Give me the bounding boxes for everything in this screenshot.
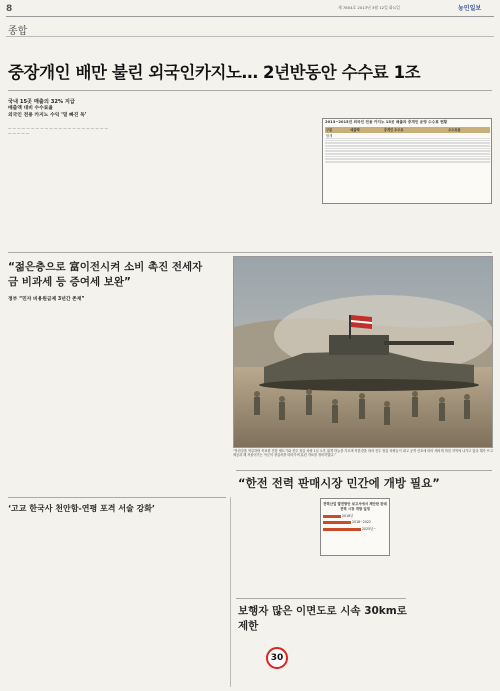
- schedule-row: 2016년: [323, 513, 387, 518]
- quote-headline: “젊은층으로 富이전시켜 소비 촉진 전세자금 비과세 등 증여세 보완”: [8, 261, 203, 288]
- article3-headline: ‘고교 한국사 천안함-연평 포격 서술 강화’: [8, 504, 155, 513]
- article3-col-1: [8, 520, 78, 686]
- paper-name: 농민일보: [458, 5, 482, 12]
- lead-col-3: [220, 98, 316, 250]
- speed-limit-sign: 30: [266, 647, 288, 669]
- table-title: 2013~2015년 외국인 전용 카지노 15곳 매출과 중개인 운영 수수료 현황: [325, 120, 448, 124]
- quote-sub: 정부 “민자 비용원금제 3년간 존재”: [8, 297, 85, 302]
- quote-col-3: [160, 306, 228, 491]
- schedule-bar: [323, 528, 361, 531]
- col-header: 수수료율: [447, 127, 490, 133]
- lead-headline: 중장개인 배만 불린 외국인카지노… 2년반동안 수수료 1조: [8, 63, 421, 82]
- article2-col-3: [396, 496, 492, 596]
- headline-divider: [8, 90, 492, 91]
- col-header: 중개인 수수료: [383, 127, 447, 133]
- schedule-row: 2025년~: [323, 526, 387, 531]
- quote-col-1: [8, 306, 80, 491]
- article3-col-2: [82, 520, 152, 686]
- col-header: 매출액: [349, 127, 383, 133]
- table-cell: [325, 161, 349, 163]
- table-cell: [349, 161, 383, 163]
- article2-col-1: [238, 496, 316, 596]
- fee-table-box: [322, 118, 492, 204]
- schedule-bar: [323, 521, 351, 524]
- quote-col-2: [84, 306, 156, 491]
- fee-table: [325, 127, 490, 163]
- table-row: [325, 161, 490, 163]
- table-cell: [383, 161, 447, 163]
- schedule-row: 2018~2022: [323, 520, 387, 524]
- schedule-title: 전력산업 발전방안 보고서에서 제안한 판매 전력 시장 개방 일정: [323, 502, 387, 511]
- lead-col-5: [410, 208, 492, 250]
- tank-photo-illustration: [234, 257, 493, 448]
- article4-col-2: [412, 600, 492, 686]
- news-photo: [233, 256, 493, 448]
- lead-sub-1: 매출액 대비 수수료율: [8, 106, 54, 111]
- lead-deck: 국내 15곳 매출의 32% 지급: [8, 99, 75, 105]
- schedule-box: [320, 498, 390, 556]
- lead-col-4: [322, 208, 404, 250]
- article4-rule: [236, 598, 406, 599]
- schedule-bar: [323, 515, 341, 518]
- article3-col-3: [156, 520, 226, 686]
- lead-sub-2: 외국인 전용 카지노 수익 ‘밑 빠진 독’: [8, 113, 87, 118]
- article4-headline: 보행자 많은 이면도로 시속 30km로 제한: [238, 605, 407, 632]
- table-cell: 합계: [325, 133, 349, 139]
- article4-col-1: [312, 622, 408, 686]
- lead-col-2: [114, 98, 214, 250]
- photo-caption: “북한강을 역류하며 목표를 전한 제트기와 전투 장갑 차량 1일 오후 밟게 하늘을 가르며 북한강을 따라 전투 장갑 차량들이 최고 공격 신호에 따라 세차게 하천 지역에 나가고 있다 해가 뜨고 제공과 해 저물어가는 아군의 장갑차를 따라가며 훈련 자료를 정비하였다.”: [233, 449, 493, 458]
- top-divider: [6, 16, 494, 17]
- issue-info: 제 7854호 2013년 3월 12일 화요일: [338, 5, 400, 10]
- section-divider: [6, 36, 494, 37]
- page-number: 8: [6, 4, 13, 14]
- article2-rule: [236, 470, 492, 471]
- table-cell: [447, 161, 490, 163]
- speed-sign-area: [238, 633, 308, 691]
- col-header: 구분: [325, 127, 349, 133]
- lead-col-1: — — — — — — — — — — — — — — — — — — — — — — — — — — —: [8, 126, 108, 135]
- article2-headline: “한전 전력 판매시장 민간에 개방 필요”: [238, 476, 440, 490]
- article2-col-2: [320, 560, 390, 596]
- column-divider: [230, 497, 231, 687]
- article3-rule: [8, 497, 226, 498]
- section-rule: [8, 252, 492, 253]
- section-label: 종합: [8, 26, 28, 37]
